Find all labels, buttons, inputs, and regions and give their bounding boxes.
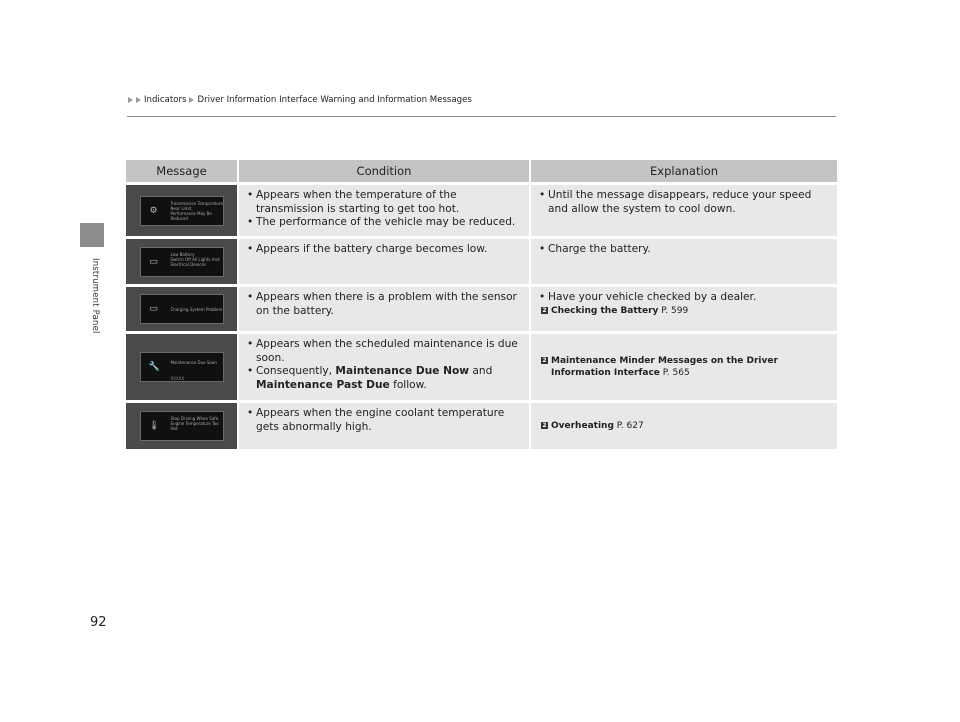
- battery-icon: ▭: [149, 304, 158, 314]
- battery-icon: ▭: [149, 256, 158, 267]
- side-section-label-text: Instrument Panel: [90, 258, 100, 334]
- screen-text: Maintenance Due Soon: [170, 360, 217, 365]
- screen-text: Transmission Temperature Near Limit. Performance May Be Reduced: [170, 200, 223, 221]
- screen-subtext: XXXXX: [170, 376, 185, 381]
- condition-bold-term: Maintenance Past Due: [256, 378, 390, 391]
- message-screen-image: [140, 247, 224, 277]
- condition-item: • The performance of the vehicle may be reduced.: [247, 216, 521, 230]
- breadcrumb: [128, 95, 472, 105]
- condition-item: • Appears when the engine coolant temperature gets abnormally high.: [247, 407, 521, 434]
- message-screen-image: [140, 411, 224, 441]
- message-image-cell: [126, 334, 237, 400]
- condition-cell: [237, 185, 529, 236]
- message-image-cell: [126, 185, 237, 236]
- explanation-cell: [529, 403, 837, 449]
- reference-icon: 2: [542, 306, 547, 314]
- column-header-explanation: Explanation: [529, 160, 837, 182]
- condition-item: • Appears when the scheduled maintenance is due soon.: [247, 338, 521, 365]
- explanation-cell: [529, 334, 837, 400]
- messages-table: [126, 157, 837, 452]
- breadcrumb-arrow-icon: [189, 97, 194, 103]
- cross-reference-link[interactable]: [539, 420, 829, 432]
- screen-text: Low Battery Switch Off All Lights And Electrical Devices: [170, 251, 220, 267]
- condition-cell: [237, 334, 529, 400]
- condition-item: • Appears when the temperature of the transmission is starting to get too hot.: [247, 189, 521, 216]
- message-image-cell: [126, 287, 237, 331]
- cross-reference-link[interactable]: [539, 355, 829, 379]
- transmission-warning-icon: ⚙: [149, 205, 158, 216]
- table-header-row: [126, 160, 837, 182]
- table-row: [126, 239, 837, 284]
- condition-text: follow.: [389, 378, 427, 391]
- reference-title[interactable]: Overheating: [551, 421, 614, 431]
- breadcrumb-item-indicators[interactable]: Indicators: [144, 95, 187, 105]
- reference-title[interactable]: Checking the Battery: [551, 305, 659, 316]
- explanation-item: • Charge the battery.: [539, 243, 829, 257]
- screen-text: Charging System Problem: [170, 307, 223, 312]
- coolant-temperature-icon: 🌡: [148, 421, 160, 431]
- column-header-message: Message: [126, 160, 237, 182]
- reference-icon: 2: [542, 422, 547, 429]
- message-screen-image: [140, 352, 224, 382]
- explanation-cell: [529, 185, 837, 236]
- message-image-cell: [126, 403, 237, 449]
- screen-text: Stop Driving When Safe. Engine Temperature Too Hot: [170, 416, 220, 431]
- side-section-label: [87, 258, 101, 338]
- wrench-icon: 🔧: [148, 362, 160, 372]
- explanation-cell: [529, 287, 837, 331]
- table-row: [126, 403, 837, 449]
- reference-page: P. 627: [616, 421, 644, 431]
- reference-page: P. 599: [661, 305, 689, 316]
- breadcrumb-arrow-icon: [128, 97, 133, 103]
- condition-cell: [237, 403, 529, 449]
- explanation-item: • Until the message disappears, reduce your speed and allow the system to cool down.: [539, 189, 829, 216]
- condition-cell: [237, 287, 529, 331]
- message-screen-image: [140, 294, 224, 324]
- explanation-cell: [529, 239, 837, 284]
- condition-item: • Appears if the battery charge becomes low.: [247, 243, 521, 257]
- condition-text: and: [469, 365, 493, 377]
- condition-bold-term: Maintenance Due Now: [335, 365, 470, 377]
- page-number: 92: [90, 615, 107, 630]
- header-rule: [127, 116, 836, 117]
- breadcrumb-arrow-icon: [136, 97, 141, 103]
- reference-title[interactable]: Maintenance Minder Messages on the Driver Information Interface: [551, 356, 778, 378]
- cross-reference-link[interactable]: [539, 305, 829, 317]
- condition-text: Consequently,: [256, 365, 336, 377]
- message-screen-image: [140, 196, 224, 226]
- condition-item: [247, 365, 521, 392]
- section-tab-marker: [80, 223, 104, 247]
- reference-page: P. 565: [662, 368, 690, 378]
- condition-item: • Appears when there is a problem with the sensor on the battery.: [247, 291, 521, 318]
- table-row: [126, 287, 837, 331]
- condition-cell: [237, 239, 529, 284]
- column-header-condition: Condition: [237, 160, 529, 182]
- explanation-item: • Have your vehicle checked by a dealer.: [539, 291, 829, 305]
- table-row: [126, 334, 837, 400]
- breadcrumb-item-current[interactable]: Driver Information Interface Warning and Information Messages: [197, 95, 472, 105]
- reference-icon: 2: [542, 357, 547, 364]
- message-image-cell: [126, 239, 237, 284]
- table-row: [126, 185, 837, 236]
